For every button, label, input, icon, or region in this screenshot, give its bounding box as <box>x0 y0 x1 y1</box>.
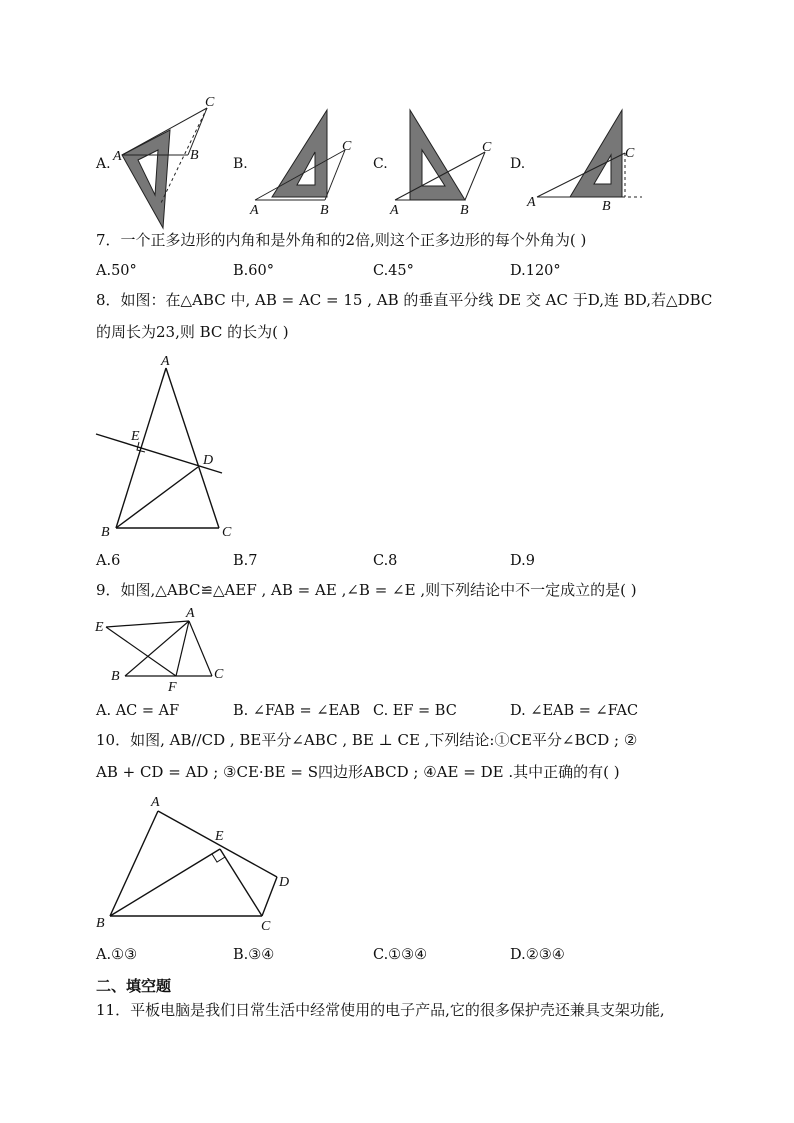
q9-label-e: E <box>95 620 104 635</box>
q10-label-d: D <box>279 875 290 890</box>
fig6d-diagram <box>526 110 642 214</box>
q10-option-b: B.③④ <box>233 947 275 963</box>
q9-label-f: F <box>168 680 177 695</box>
q9-option-b: B. ∠FAB = ∠EAB <box>233 703 361 719</box>
fig6a-label-a: A <box>113 149 122 164</box>
q9-figure <box>0 600 260 700</box>
q8-option-d: D.9 <box>510 553 535 569</box>
q9-label-b: B <box>111 669 120 684</box>
q8-label-d: D <box>203 453 214 468</box>
fig6-option-b: B. <box>233 156 248 172</box>
fig6d-label-c: C <box>625 146 635 161</box>
fig6-option-c: C. <box>373 156 388 172</box>
fig6c-label-a: A <box>390 203 399 218</box>
q10-label-e: E <box>215 829 224 844</box>
fig6a-label-c: C <box>205 95 215 110</box>
q7-stem: 7．一个正多边形的内角和是外角和的2倍,则这个正多边形的每个外角为( ) <box>96 231 587 249</box>
fig6a-label-b: B <box>190 148 199 163</box>
fig6c-label-b: B <box>460 203 469 218</box>
q10-option-a: A.①③ <box>96 947 138 963</box>
q9-label-c: C <box>214 667 224 682</box>
q11-stem: 11．平板电脑是我们日常生活中经常使用的电子产品,它的很多保护壳还兼具支架功能, <box>96 1001 665 1019</box>
q8-label-a: A <box>161 354 170 369</box>
q8-stem-line1: 8．如图：在△ABC 中, AB = AC = 15 , AB 的垂直平分线 DE 交 AC 于D,连 BD,若△DBC <box>96 291 713 309</box>
q8-option-c: C.8 <box>373 553 398 569</box>
q8-label-c: C <box>222 525 232 540</box>
fig6d-label-a: A <box>527 195 536 210</box>
q10-stem-line1: 10．如图, AB//CD , BE平分∠ABC , BE ⊥ CE ,下列结论:①CE平分∠BCD ; ② <box>96 731 638 749</box>
q9-option-c: C. EF = BC <box>373 703 457 719</box>
q10-stem-line2: AB + CD = AD ; ③CE·BE = S四边形ABCD ; ④AE = DE .其中正确的有( ) <box>96 763 620 781</box>
fig6-option-d: D. <box>510 156 526 172</box>
q7-option-d: D.120° <box>510 263 561 279</box>
section-title-fill-in: 二、填空题 <box>96 977 172 995</box>
q7-option-c: C.45° <box>373 263 414 279</box>
fig6b-label-c: C <box>342 139 352 154</box>
fig6b-label-b: B <box>320 203 329 218</box>
q6-figures <box>0 0 794 230</box>
fig6c-label-c: C <box>482 140 492 155</box>
q9-stem: 9．如图,△ABC≌△AEF , AB = AE ,∠B = ∠E ,则下列结论中不一定成立的是( ) <box>96 581 637 599</box>
fig6a-diagram <box>112 95 215 228</box>
q8-option-b: B.7 <box>233 553 258 569</box>
fig6-option-a: A. <box>96 156 111 172</box>
q7-option-a: A.50° <box>96 263 137 279</box>
q9-option-d: D. ∠EAB = ∠FAC <box>510 703 639 719</box>
q8-label-e: E <box>131 429 140 444</box>
q10-label-a: A <box>151 795 160 810</box>
q10-figure <box>0 790 320 940</box>
fig6d-label-b: B <box>602 199 611 214</box>
q8-figure <box>0 340 300 550</box>
q8-stem-line2: 的周长为23,则 BC 的长为( ) <box>96 323 289 341</box>
q10-label-b: B <box>96 916 105 931</box>
fig6b-label-a: A <box>250 203 259 218</box>
fig6b-diagram <box>249 110 352 218</box>
q9-label-a: A <box>186 606 195 621</box>
q7-option-b: B.60° <box>233 263 274 279</box>
q8-label-b: B <box>101 525 110 540</box>
q10-label-c: C <box>261 919 271 934</box>
fig6c-diagram <box>389 110 492 218</box>
q9-option-a: A. AC = AF <box>96 703 180 719</box>
q10-option-c: C.①③④ <box>373 947 428 963</box>
q10-option-d: D.②③④ <box>510 947 565 963</box>
q8-option-a: A.6 <box>96 553 121 569</box>
